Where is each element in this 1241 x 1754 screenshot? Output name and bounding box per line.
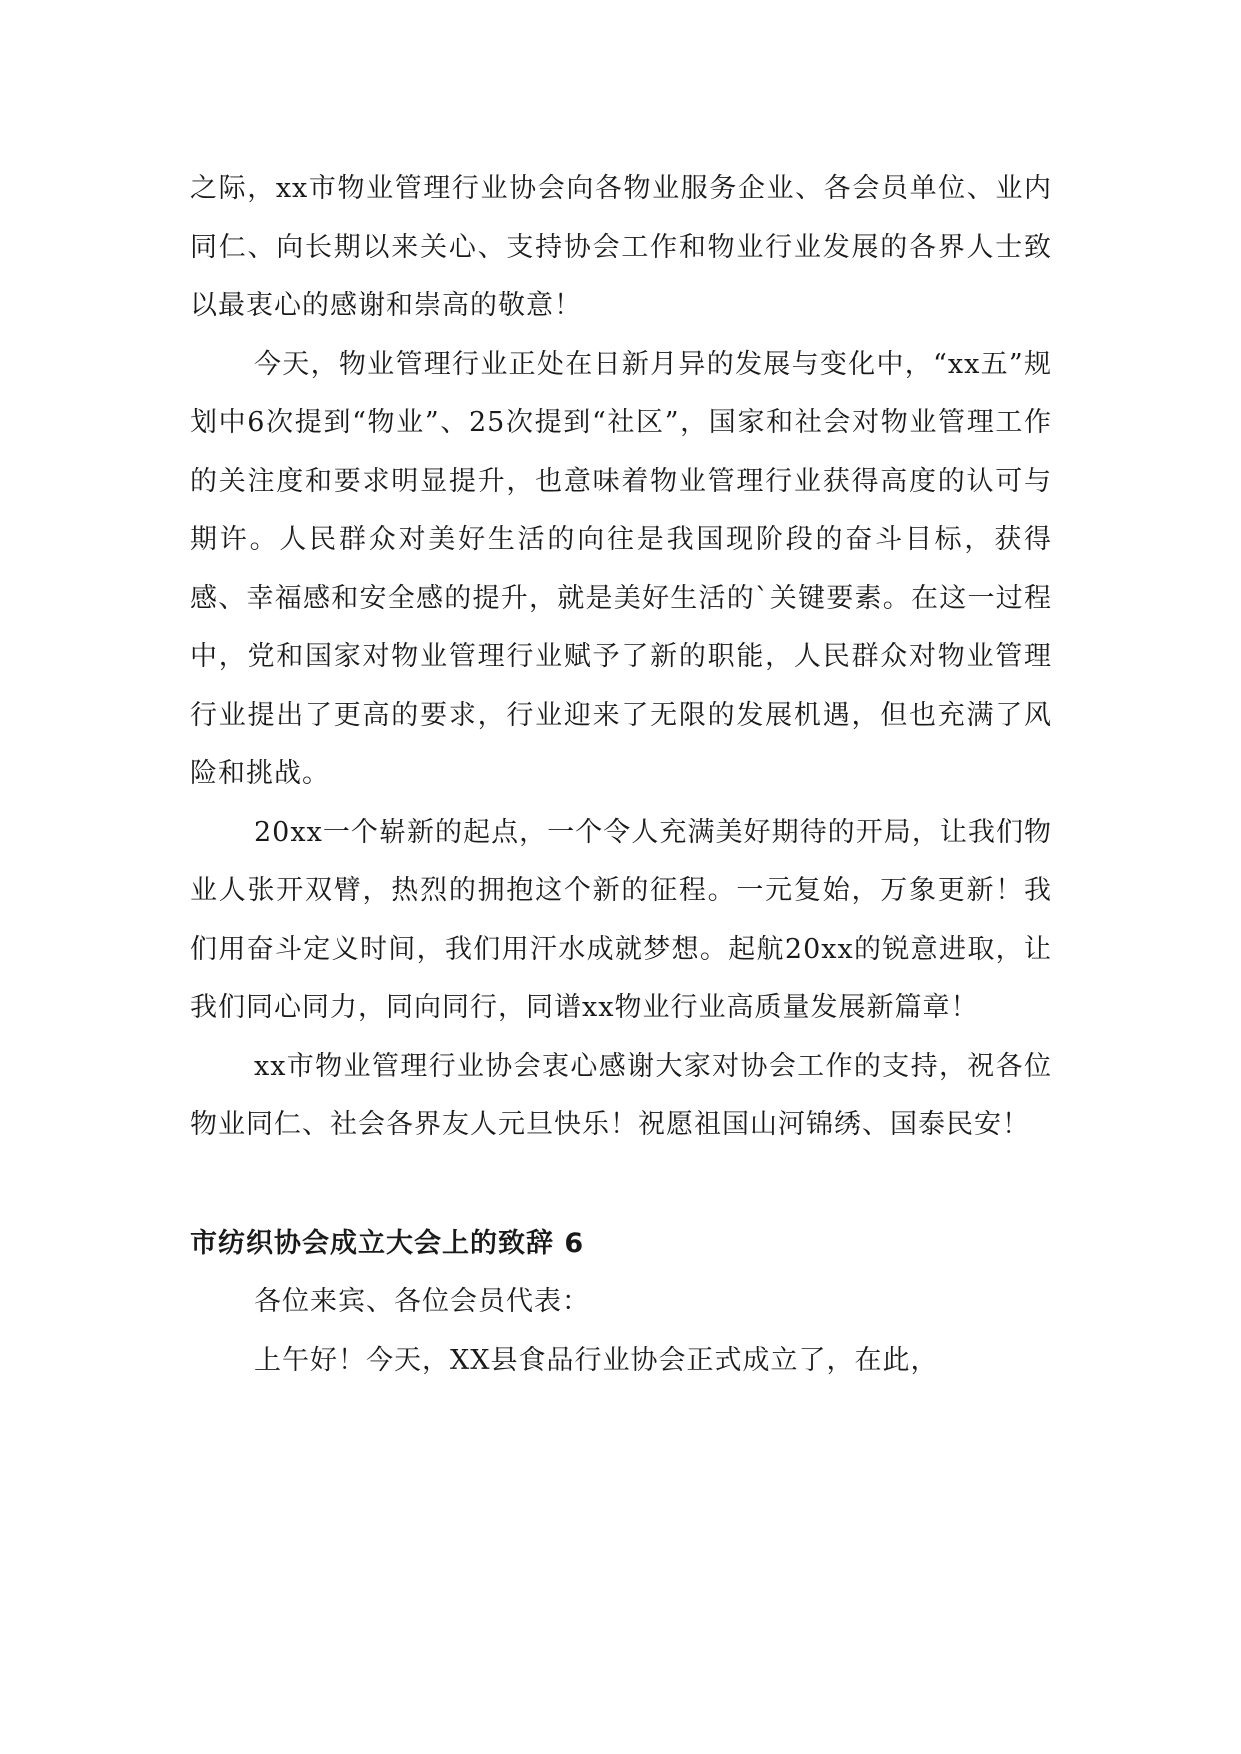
paragraph-4: xx市物业管理行业协会衷心感谢大家对协会工作的支持，祝各位物业同仁、社会各界友人元旦快乐！祝愿祖国山河锦绣、国泰民安！ — [190, 1050, 1052, 1140]
salutation-paragraph: 各位来宾、各位会员代表： — [254, 1286, 590, 1317]
section-title: 市纺织协会成立大会上的致辞 6 — [190, 1227, 585, 1259]
paragraph-2: 今天，物业管理行业正处在日新月异的发展与变化中，“xx五”规划中6次提到“物业”、25次提到“社区”，国家和社会对物业管理工作的关注度和要求明显提升，也意味着物业管理行业获得高度的认可与期许。人民群众对美好生活的向往是我国现阶段的奋斗目标，获得感、幸福感和安全感的提升，就是美好生活的`关键要素。在这一过程中，党和国家对物业管理行业赋予了新的职能，人民群众对物业管理行业提出了更高的要求，行业迎来了无限的发展机遇，但也充满了风险和挑战。 — [190, 348, 1052, 789]
paragraph-3: 20xx一个崭新的起点，一个令人充满美好期待的开局，让我们物业人张开双臂，热烈的拥抱这个新的征程。一元复始，万象更新！我们用奋斗定义时间，我们用汗水成就梦想。起航20xx的锐意进取，让我们同心同力，同向同行，同谱xx物业行业高质量发展新篇章！ — [190, 816, 1052, 1023]
document-body — [190, 160, 1052, 1390]
paragraph-1: 之际，xx市物业管理行业协会向各物业服务企业、各会员单位、业内同仁、向长期以来关心、支持协会工作和物业行业发展的各界人士致以最衷心的感谢和崇高的敬意！ — [190, 173, 1052, 321]
greeting-paragraph: 上午好！今天，XX县食品行业协会正式成立了，在此， — [254, 1344, 939, 1376]
